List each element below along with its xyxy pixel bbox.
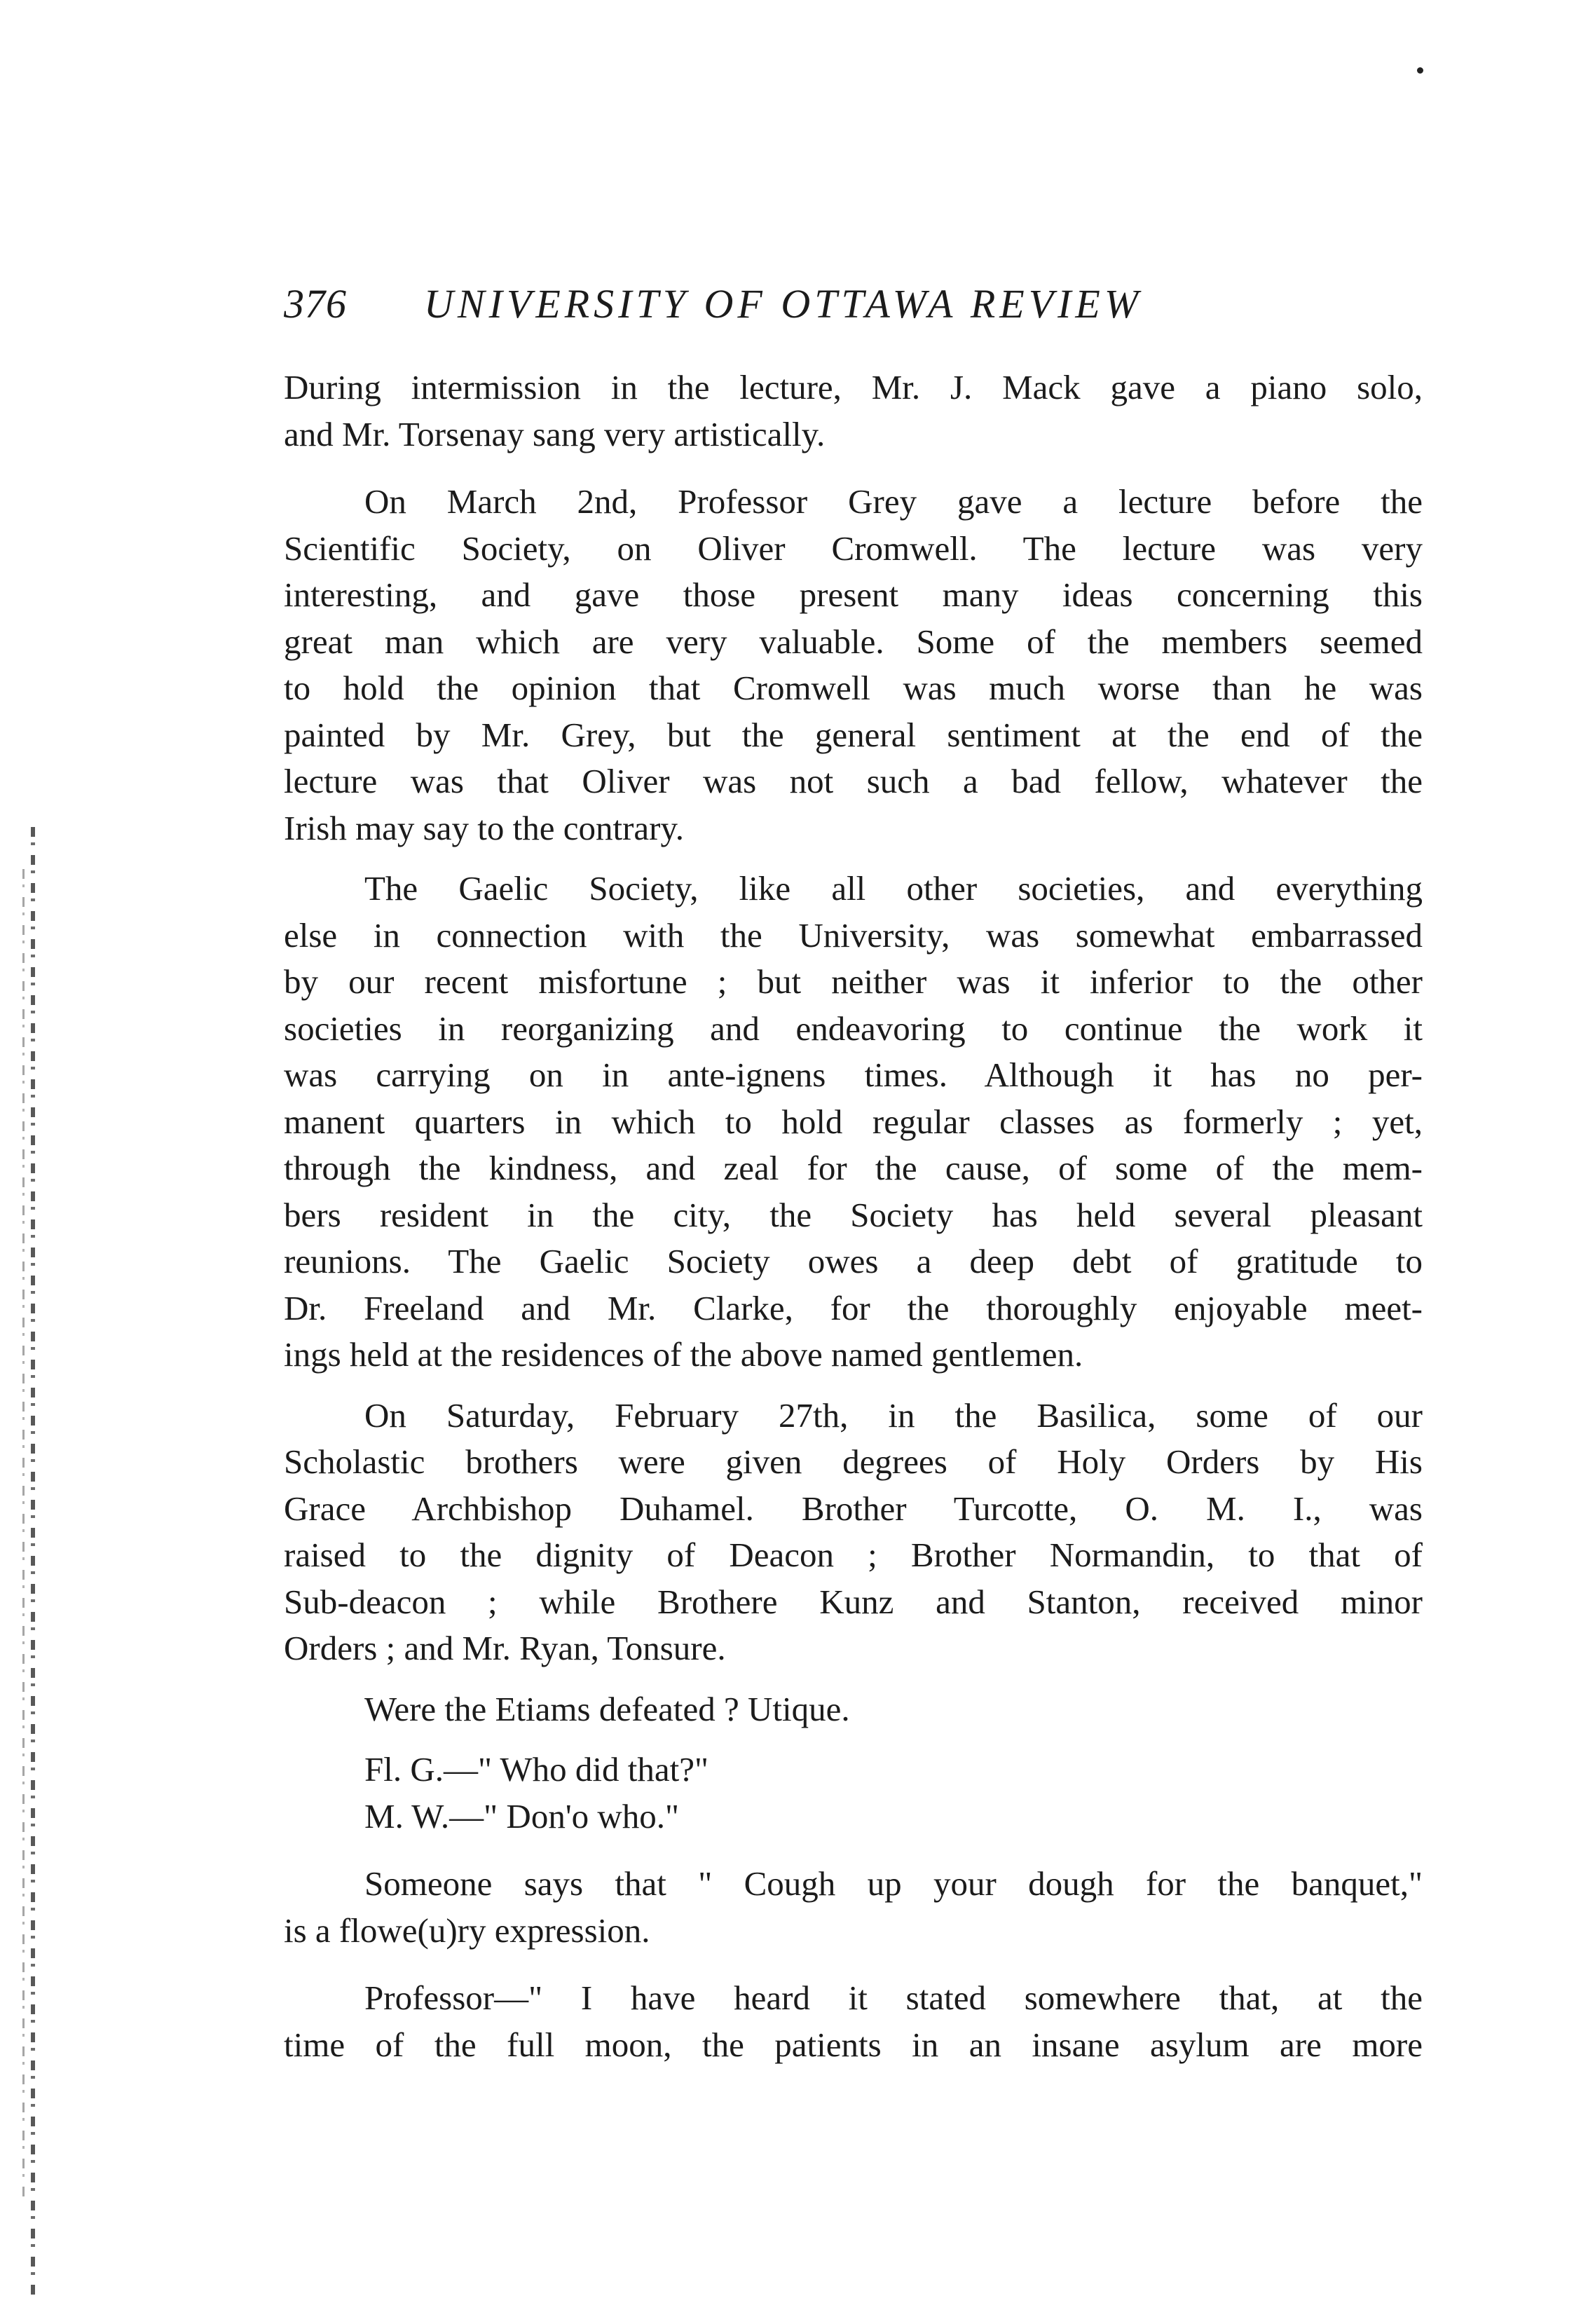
text-line: was carrying on in ante-ignens times. Although it has no per- [284,1055,1423,1094]
text-line: Sub-deacon ; while Brothere Kunz and Stanton, received minor [284,1582,1423,1621]
article-body [284,364,1423,2068]
text-line: Fl. G.—" Who did that?" [364,1750,708,1789]
dialog-line-m-w [284,1793,1423,1840]
text-line: Orders ; and Mr. Ryan, Tonsure. [284,1629,726,1667]
text-line: The Gaelic Society, like all other societies, and everything [364,869,1423,908]
text-line: Were the Etiams defeated ? Utique. [364,1689,850,1728]
paragraph-gaelic-society [284,866,1423,1379]
scan-speck [1417,67,1423,74]
text-line: through the kindness, and zeal for the cause, of some of the mem- [284,1149,1423,1187]
text-line: great man which are very valuable. Some of the members seemed [284,622,1423,661]
paragraph-cromwell-lecture [284,479,1423,852]
text-line: painted by Mr. Grey, but the general sentiment at the end of the [284,715,1423,754]
text-line: raised to the dignity of Deacon ; Brother Normandin, to that of [284,1536,1423,1574]
text-line: and Mr. Torsenay sang very artistically. [284,414,826,453]
text-line: Someone says that " Cough up your dough for the banquet," [364,1864,1423,1903]
text-line: lecture was that Oliver was not such a bad fellow, whatever the [284,762,1423,800]
paragraph-etiams [284,1686,1423,1733]
text-line: Professor—" I have heard it stated somewhere that, at the [364,1978,1423,2017]
paragraph-banquet [284,1861,1423,1954]
paragraph-holy-orders [284,1393,1423,1672]
text-line: by our recent misfortune ; but neither was it inferior to the other [284,962,1423,1001]
text-line: On March 2nd, Professor Grey gave a lecture before the [364,482,1423,521]
text-line: else in connection with the University, was somewhat embarrassed [284,915,1423,955]
paragraph-professor-quote [284,1975,1423,2068]
text-line: ings held at the residences of the above named gentlemen. [284,1335,1083,1374]
dialog-line-fl-g [284,1747,1423,1793]
text-line: Scholastic brothers were given degrees of Holy Orders by His [284,1442,1423,1481]
page-number: 376 [284,281,347,327]
binding-edge-marks [31,827,35,2299]
text-line: Irish may say to the contrary. [284,808,685,847]
text-line: On Saturday, February 27th, in the Basilica, some of our [364,1395,1423,1435]
text-line: manent quarters in which to hold regular classes as formerly ; yet, [284,1102,1423,1141]
text-line: interesting, and gave those present many ideas concerning this [284,575,1423,614]
text-line: is a flowe(u)ry expression. [284,1911,650,1950]
paragraph-intermission [284,364,1423,458]
binding-edge-shadow [22,869,25,2201]
text-line: During intermission in the lecture, Mr. J. Mack gave a piano solo, [284,368,1423,406]
text-line: Dr. Freeland and Mr. Clarke, for the thoroughly enjoyable meet- [284,1288,1423,1327]
text-line: Grace Archbishop Duhamel. Brother Turcotte, O. M. I., was [284,1489,1423,1528]
text-line: reunions. The Gaelic Society owes a deep debt of gratitude to [284,1242,1423,1280]
text-line: time of the full moon, the patients in an insane asylum are more [284,2025,1423,2064]
page-header [284,280,1433,336]
text-line: societies in reorganizing and endeavoring to continue the work it [284,1009,1423,1048]
text-line: to hold the opinion that Cromwell was much worse than he was [284,669,1423,707]
text-line: bers resident in the city, the Society has held several pleasant [284,1195,1423,1234]
running-title: UNIVERSITY OF OTTAWA REVIEW [424,281,1143,327]
text-line: M. W.—" Don'o who." [364,1796,680,1836]
text-line: Scientific Society, on Oliver Cromwell. The lecture was very [284,528,1423,568]
